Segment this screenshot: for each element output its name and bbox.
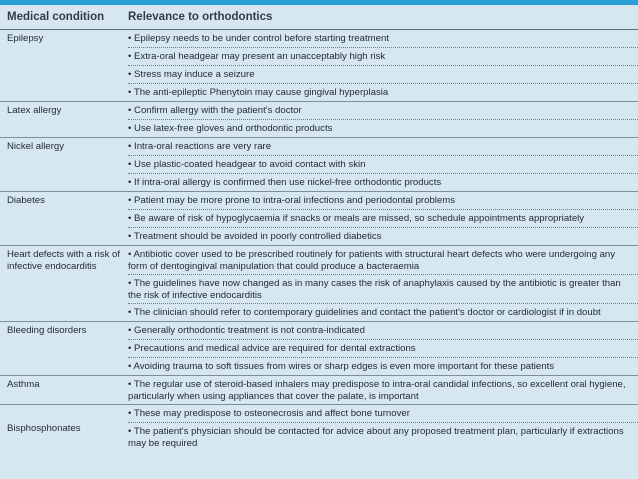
relevance-item: • Generally orthodontic treatment is not contra-indicated — [128, 322, 638, 340]
relevance-item: • The patient's physician should be contacted for advice about any proposed treatment plan, particularly if extractions may be required — [128, 426, 624, 449]
condition-cell: Nickel allergy — [7, 141, 65, 152]
header-medical-condition: Medical condition — [7, 11, 105, 23]
relevance-item: • Stress may induce a seizure — [128, 66, 638, 84]
row-epilepsy — [0, 30, 638, 102]
condition-cell: Bisphosphonates — [7, 423, 81, 434]
row-diabetes — [0, 192, 638, 246]
relevance-item: • Precautions and medical advice are required for dental extractions — [128, 340, 638, 358]
relevance-item: • Epilepsy needs to be under control before starting treatment — [128, 30, 638, 48]
row-asthma — [0, 376, 638, 405]
relevance-item: • Confirm allergy with the patient's doctor — [128, 102, 638, 120]
medical-conditions-table — [0, 5, 638, 479]
condition-cell: Heart defects with a risk of infective endocarditis — [7, 249, 121, 272]
relevance-item: • If intra-oral allergy is confirmed then use nickel-free orthodontic products — [128, 177, 442, 188]
relevance-item: • The clinician should refer to contemporary guidelines and contact the patient's doctor or cardiologist if in doubt — [128, 307, 601, 318]
header-relevance: Relevance to orthodontics — [128, 11, 273, 23]
relevance-item: • These may predispose to osteonecrosis and affect bone turnover — [128, 405, 638, 423]
table-header — [0, 5, 638, 30]
relevance-item: • Antibiotic cover used to be prescribed routinely for patients with structural heart defects who were undergoing any form of dentogingival manipulation that could produce a bacteraemia — [128, 246, 638, 275]
row-bleeding-disorders — [0, 322, 638, 376]
row-heart-defects — [0, 246, 638, 322]
relevance-item: • The guidelines have now changed as in many cases the risk of anaphylaxis caused by the antibiotic is greater than the risk of infective endocarditis — [128, 275, 638, 304]
relevance-item: • Patient may be more prone to intra-oral infections and periodontal problems — [128, 192, 638, 210]
relevance-item: • The anti-epileptic Phenytoin may cause gingival hyperplasia — [128, 87, 389, 98]
relevance-item: • Extra-oral headgear may present an unacceptably high risk — [128, 48, 638, 66]
condition-cell: Diabetes — [7, 195, 45, 206]
row-bisphosphonates — [0, 405, 638, 451]
relevance-item: • Avoiding trauma to soft tissues from wires or sharp edges is even more important for these patients — [128, 361, 555, 372]
relevance-item: • The regular use of steroid-based inhalers may predispose to intra-oral candidal infections, so excellent oral hygiene, particularly when using appliances that cover the palate, is important — [128, 379, 626, 402]
relevance-item: • Use latex-free gloves and orthodontic products — [128, 123, 333, 134]
relevance-item: • Intra-oral reactions are very rare — [128, 138, 638, 156]
row-latex-allergy — [0, 102, 638, 138]
condition-cell: Asthma — [7, 379, 40, 390]
row-nickel-allergy — [0, 138, 638, 192]
condition-cell: Latex allergy — [7, 105, 62, 116]
relevance-item: • Treatment should be avoided in poorly controlled diabetics — [128, 231, 382, 242]
condition-cell: Bleeding disorders — [7, 325, 87, 336]
condition-cell: Epilepsy — [7, 33, 44, 44]
relevance-item: • Use plastic-coated headgear to avoid contact with skin — [128, 156, 638, 174]
relevance-item: • Be aware of risk of hypoglycaemia if snacks or meals are missed, so schedule appointments appropriately — [128, 210, 638, 228]
